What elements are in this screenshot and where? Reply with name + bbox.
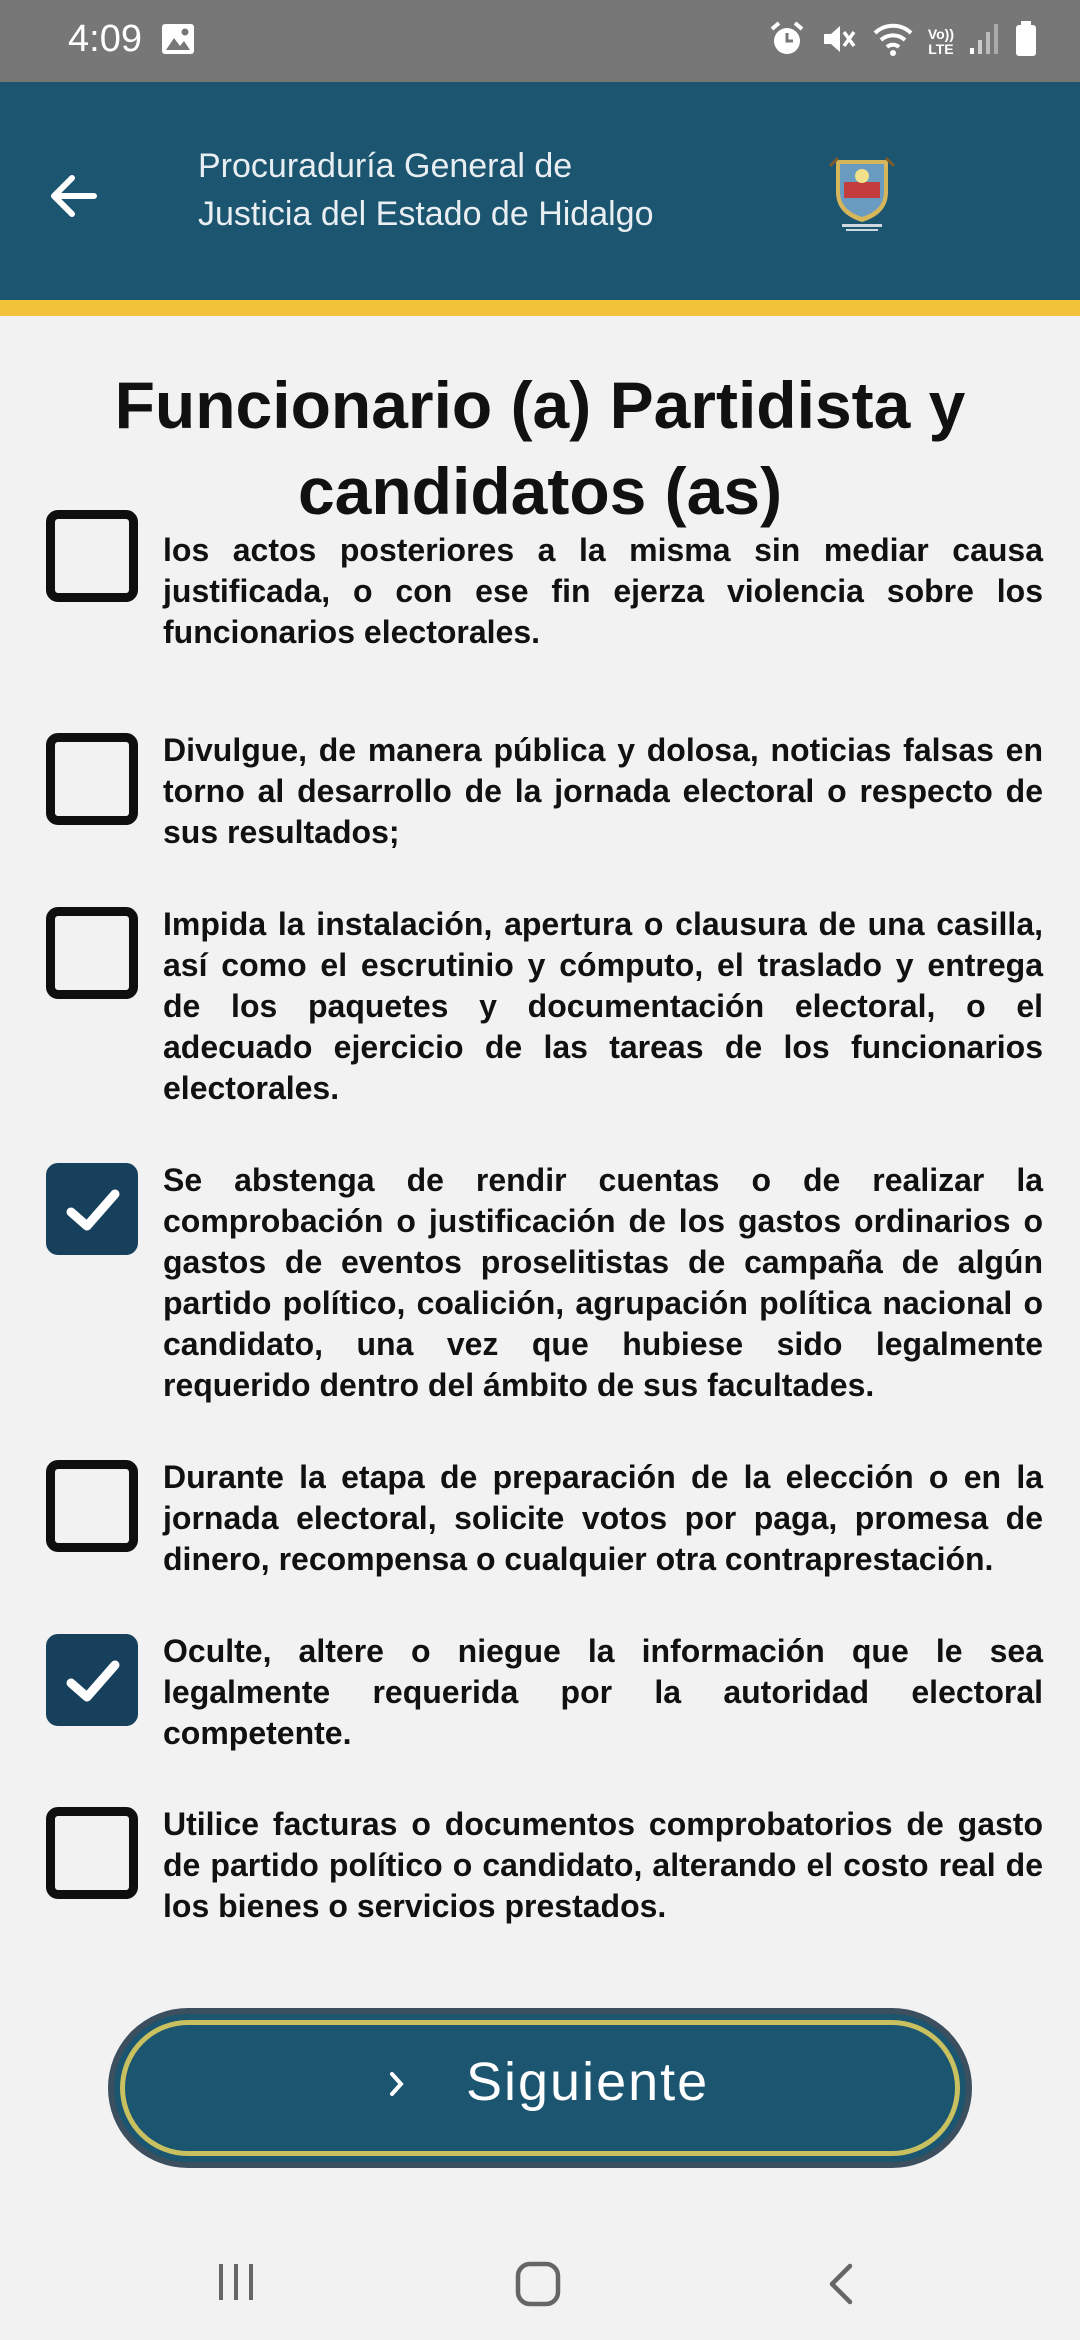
volte-lte-icon (928, 27, 954, 57)
option-checkbox-checked[interactable] (46, 1634, 138, 1726)
checkmark-icon (61, 1649, 125, 1713)
volte-label: Vo)) (927, 25, 954, 42)
option-text: Utilice facturas o documentos comprobatorios de gasto de partido político o candidato, alterando el costo real de los bienes o servicios prestados. (163, 1806, 1043, 1924)
option-text: Divulgue, de manera pública y dolosa, noticias falsas en torno al desarrollo de la jornada electoral o respecto de sus resultados; (163, 732, 1043, 850)
image-icon (160, 22, 196, 61)
status-icons (768, 20, 1038, 63)
app-title-line2: Justicia del Estado de Hidalgo (198, 195, 654, 233)
app-bar (0, 82, 1080, 300)
back-arrow-button[interactable] (44, 166, 104, 226)
option-text: los actos posteriores a la misma sin mediar causa justificada, o con ese fin ejerza violencia sobre los funcionarios electorales. (163, 532, 1043, 650)
page-title-line2: candidatos (as) (297, 454, 783, 528)
wifi-icon (872, 20, 914, 63)
app-title-line1: Procuraduría General de (198, 147, 573, 185)
option-checkbox[interactable] (46, 510, 138, 602)
alarm-icon (768, 20, 806, 63)
option-checkbox[interactable] (46, 1807, 138, 1899)
arrow-left-icon (44, 166, 104, 226)
next-button[interactable] (108, 2008, 972, 2168)
option-checkbox-checked[interactable] (46, 1163, 138, 1255)
signal-icon (968, 22, 1000, 61)
back-icon[interactable] (822, 2260, 858, 2313)
recents-icon[interactable] (216, 2260, 256, 2309)
option-checkbox[interactable] (46, 1460, 138, 1552)
app-title (198, 142, 738, 238)
option-text: Impida la instalación, apertura o clausura de una casilla, así como el escrutinio y cómputo, el traslado y entrega de los paquetes y documentación electoral, o el adecuado ejercicio de las tareas de los funcionarios electorales. (163, 906, 1043, 1106)
lte-label: LTE (928, 40, 954, 57)
option-text: Oculte, altere o niegue la información que le sea legalmente requerida por la autoridad electoral competente. (163, 1633, 1043, 1751)
mute-icon (820, 20, 858, 63)
battery-icon (1014, 20, 1038, 63)
app-bar-accent-stripe (0, 300, 1080, 316)
status-bar (0, 0, 1080, 82)
chevron-right-icon (384, 2064, 410, 2109)
next-button-label: Siguiente (466, 2052, 710, 2112)
options-list[interactable] (0, 532, 1080, 1950)
home-icon[interactable] (514, 2260, 562, 2313)
page-title-line1: Funcionario (a) Partidista y (114, 368, 966, 442)
coat-of-arms-logo (826, 152, 898, 234)
page-title (40, 362, 1040, 534)
option-checkbox[interactable] (46, 733, 138, 825)
option-text: Durante la etapa de preparación de la elección o en la jornada electoral, solicite votos por paga, promesa de dinero, recompensa o cualquier otra contraprestación. (163, 1459, 1043, 1577)
checkmark-icon (61, 1178, 125, 1242)
status-time: 4:09 (68, 18, 142, 60)
option-checkbox[interactable] (46, 907, 138, 999)
option-text: Se abstenga de rendir cuentas o de realizar la comprobación o justificación de los gastos ordinarios o gastos de eventos proselitistas de campaña de algún partido político, coalición, agrupación política nacional o candidato, una vez que hubiese sido legalmente requerido dentro del ámbito de sus facultades. (163, 1162, 1043, 1403)
system-nav-bar (0, 2240, 1080, 2340)
